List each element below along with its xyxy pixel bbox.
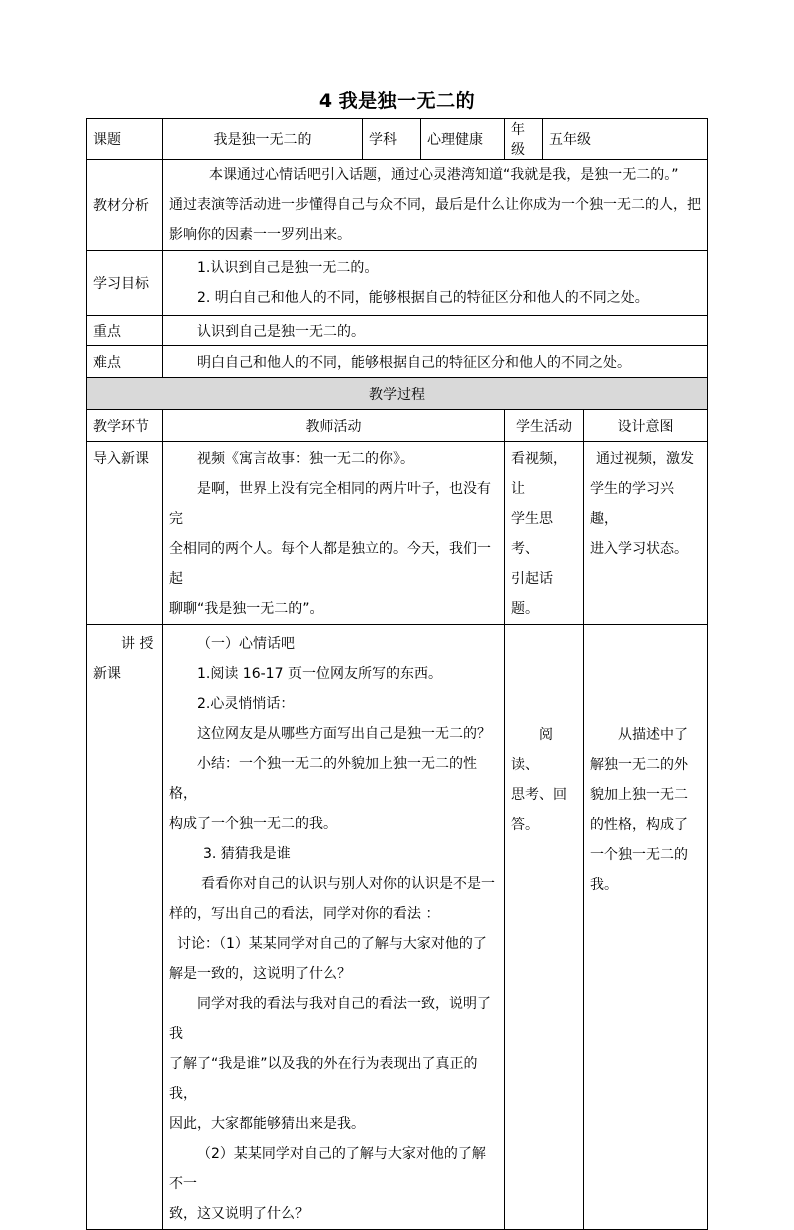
- lesson-title: 我是独一无二的: [338, 90, 476, 112]
- intro-stage-label: 导入新课: [93, 451, 149, 467]
- intro-stage: [87, 442, 163, 625]
- lecture-teacher-line-5: 小结：一个独一无二的外貌加上独一无二的性格，: [169, 756, 477, 802]
- intro-student-line-2: 学生思考、: [511, 511, 553, 557]
- lecture-teacher-line-10: 讨论：（1）某某同学对自己的了解与大家对他的了: [177, 936, 487, 952]
- lecture-teacher-line-9: 样的，写出自己的看法，同学对你的看法 ：: [169, 906, 440, 922]
- lesson-plan-table: [86, 118, 708, 1230]
- key-point-row: [87, 316, 708, 346]
- analysis-content: [163, 160, 708, 251]
- lecture-teacher-line-13: 了解了“我是谁”以及我的外在行为表现出了真正的我，: [169, 1056, 478, 1102]
- intro-teacher-line-3: 全相同的两个人。每个人都是独立的。今天，我们一起: [169, 541, 491, 587]
- lecture-teacher-line-4: 这位网友是从哪些方面写出自己是独一无二的？: [197, 726, 491, 742]
- grade-value: 五年级: [543, 119, 708, 160]
- goals-content: [163, 251, 708, 316]
- lecture-teacher-line-1: （一）心情话吧: [197, 636, 295, 652]
- topic-label: 课题: [87, 119, 163, 160]
- difficulty-text: 明白自己和他人的不同，能够根据自己的特征区分和他人的不同之处。: [163, 346, 708, 378]
- lecture-stage: [87, 625, 163, 1230]
- lecture-teacher-line-12: 同学对我的看法与我对自己的看法一致，说明了我: [169, 996, 491, 1042]
- document-title: [0, 86, 794, 113]
- key-point-text: 认识到自己是独一无二的。: [163, 316, 708, 346]
- intro-design-line-2: 学生的学习兴趣，: [590, 481, 674, 527]
- lecture-row: [87, 625, 708, 1230]
- lecture-teacher-line-6: 构成了一个独一无二的我。: [169, 816, 337, 832]
- intro-teacher-line-2: 是啊，世界上没有完全相同的两片叶子，也没有完: [169, 481, 491, 527]
- lecture-design-line-5: 一个独一无二的: [590, 847, 688, 863]
- difficulty-row: [87, 346, 708, 378]
- intro-teacher-line-1: 视频《寓言故事：独一无二的你》。: [197, 451, 414, 467]
- lecture-design-line-2: 解独一无二的外: [590, 757, 688, 773]
- lecture-teacher-line-14: 因此，大家都能够猜出来是我。: [169, 1116, 365, 1132]
- analysis-row: [87, 160, 708, 251]
- lecture-student: [505, 625, 584, 1230]
- intro-student-line-3: 引起话题。: [511, 571, 553, 617]
- subject-label: 学科: [363, 119, 421, 160]
- intro-student-line-1: 看视频，让: [511, 451, 567, 497]
- intro-design: [584, 442, 708, 625]
- lecture-teacher-line-16: 致，这又说明了什么？: [169, 1206, 309, 1222]
- analysis-line-3: 影响你的因素一一罗列出来。: [169, 227, 351, 243]
- intro-design-line-1: 通过视频，激发: [596, 451, 694, 467]
- lecture-teacher-line-2: 1.阅读 16-17 页一位网友所写的东西。: [197, 666, 442, 682]
- lecture-teacher: [163, 625, 505, 1230]
- column-header-row: [87, 410, 708, 442]
- lecture-teacher-line-15: （2）某某同学对自己的了解与大家对他的了解不一: [169, 1146, 486, 1192]
- lecture-teacher-line-11: 解是一致的，这说明了什么？: [169, 966, 351, 982]
- process-header-row: [87, 378, 708, 410]
- analysis-line-1: 本课通过心情话吧引入话题，通过心灵港湾知道“我就是我，是独一无二的。”: [209, 167, 679, 183]
- intro-row: [87, 442, 708, 625]
- topic-value: 我是独一无二的: [163, 119, 363, 160]
- col-teacher: 教师活动: [163, 410, 505, 442]
- info-row: [87, 119, 708, 160]
- lecture-teacher-line-7: 3. 猜猜我是谁: [203, 846, 291, 862]
- lecture-stage-line-1: 讲 授: [121, 636, 154, 652]
- col-student: 学生活动: [505, 410, 584, 442]
- lecture-student-line-1: 阅读、: [511, 727, 553, 773]
- lecture-student-line-2: 思考、回答。: [511, 787, 567, 833]
- lecture-design: [584, 625, 708, 1230]
- lecture-stage-line-2: 新课: [93, 666, 121, 682]
- lecture-design-line-1: 从描述中了: [618, 727, 688, 743]
- difficulty-label: 难点: [87, 346, 163, 378]
- process-header: 教学过程: [87, 378, 708, 410]
- col-design: 设计意图: [584, 410, 708, 442]
- goal-item-1: 1.认识到自己是独一无二的。: [197, 260, 379, 276]
- intro-design-line-3: 进入学习状态。: [590, 541, 688, 557]
- lecture-design-line-4: 的性格，构成了: [590, 817, 688, 833]
- lecture-design-line-3: 貌加上独一无二: [590, 787, 688, 803]
- lecture-design-line-6: 我。: [590, 877, 618, 893]
- analysis-line-2: 通过表演等活动进一步懂得自己与众不同，最后是什么让你成为一个独一无二的人，把: [169, 197, 701, 213]
- lecture-teacher-line-3: 2.心灵悄悄话：: [197, 696, 295, 712]
- goal-item-2: 2. 明白自己和他人的不同，能够根据自己的特征区分和他人的不同之处。: [197, 290, 649, 306]
- goals-label: 学习目标: [87, 251, 163, 316]
- intro-teacher-line-4: 聊聊“我是独一无二的”。: [169, 601, 324, 617]
- key-point-label: 重点: [87, 316, 163, 346]
- intro-student: [505, 442, 584, 625]
- goals-row: [87, 251, 708, 316]
- grade-label: 年级: [505, 119, 543, 160]
- analysis-label: 教材分析: [87, 160, 163, 251]
- col-stage: 教学环节: [87, 410, 163, 442]
- lesson-number: 4: [318, 90, 333, 112]
- intro-teacher: [163, 442, 505, 625]
- subject-value: 心理健康: [421, 119, 505, 160]
- lecture-teacher-line-8: 看看你对自己的认识与别人对你的认识是不是一: [201, 876, 495, 892]
